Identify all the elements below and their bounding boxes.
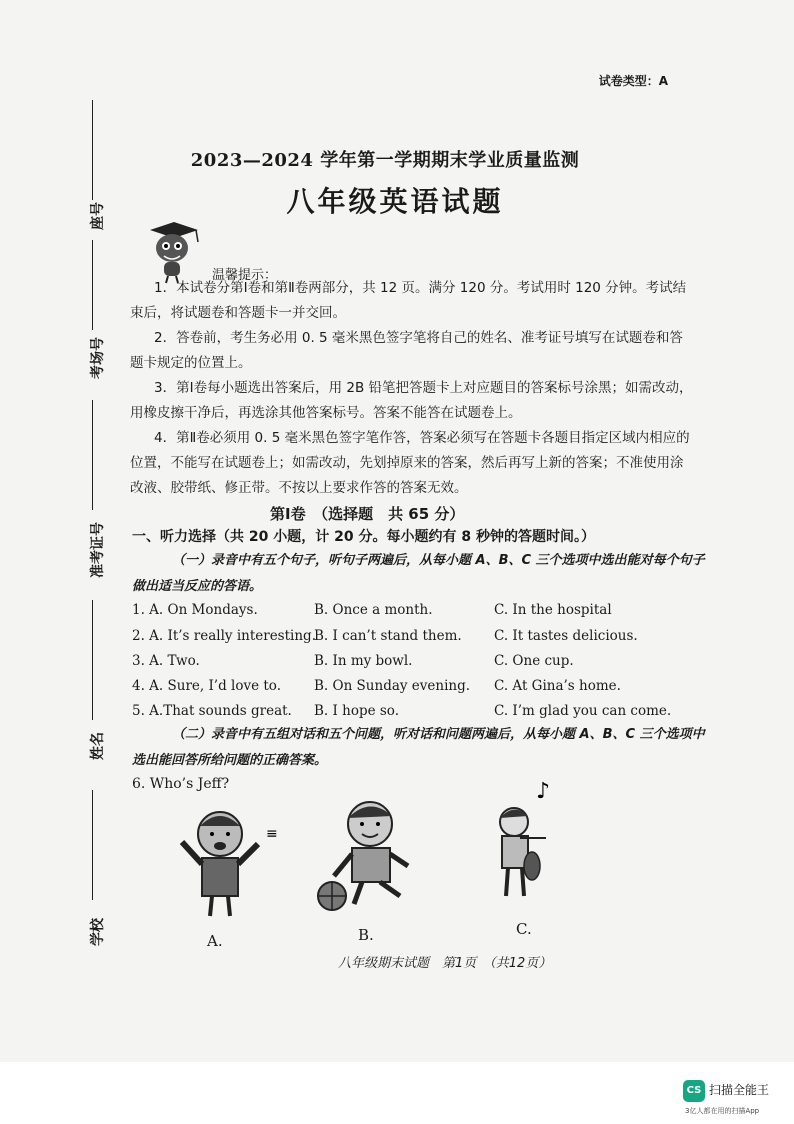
picture-label-a: A. bbox=[207, 932, 223, 950]
listening-part2-instruction: （二）录音中有五组对话和五个问题，听对话和问题两遍后，从每小题 A、B、C 三个选项中选出能回答所给问题的正确答案。 bbox=[132, 727, 705, 768]
school-label: 学校 bbox=[90, 918, 106, 946]
tip-item: 4．第Ⅱ卷必须用 0. 5 毫米黑色签字笔作答，答案必须写在答题卡各题目指定区域内相应的位置，不能写在试题卷上；如需改动，先划掉原来的答案，然后再写上新的答案；不准使用涂改液、胶带纸、修正带。不按以上要求作答的答案无效。 bbox=[130, 430, 690, 496]
option-a: 1. A. On Mondays. bbox=[132, 602, 258, 618]
option-a: 5. A.That sounds great. bbox=[132, 703, 292, 719]
svg-text:≡: ≡ bbox=[266, 826, 278, 842]
camscanner-logo-icon: CS bbox=[683, 1080, 705, 1102]
graduate-mascot-icon bbox=[142, 218, 202, 284]
option-c: C. At Gina’s home. bbox=[494, 678, 621, 694]
scanner-watermark-area bbox=[0, 1062, 794, 1124]
tips-title: 温馨提示： bbox=[212, 268, 278, 283]
paper-type: 试卷类型：A bbox=[598, 74, 668, 88]
scanner-slogan: 3亿人都在用的扫描App bbox=[685, 1107, 760, 1115]
option-c: C. I’m glad you can come. bbox=[494, 703, 672, 719]
listening-part1-instruction: （一）录音中有五个句子，听句子两遍后，从每小题 A、B、C 三个选项中选出能对每个句子做出适当反应的答语。 bbox=[132, 553, 705, 594]
option-c: C. One cup. bbox=[494, 653, 574, 669]
scanner-app-name: 扫描全能王 bbox=[709, 1083, 770, 1097]
binding-line bbox=[92, 790, 93, 900]
admission-number-label: 准考证号 bbox=[90, 522, 106, 578]
option-c: C. In the hospital bbox=[494, 602, 612, 618]
binding-line bbox=[92, 600, 93, 720]
option-a: 3. A. Two. bbox=[132, 653, 200, 669]
option-c: C. It tastes delicious. bbox=[494, 628, 638, 644]
option-a: 2. A. It’s really interesting. bbox=[132, 628, 316, 644]
tip-item: 3．第Ⅰ卷每小题选出答案后，用 2B 铅笔把答题卡上对应题目的答案标号涂黑；如需改动，用橡皮擦干净后，再选涂其他答案标号。答案不能答在试题卷上。 bbox=[130, 380, 693, 421]
tip-item: 1．本试卷分第Ⅰ卷和第Ⅱ卷两部分，共 12 页。满分 120 分。考试用时 120 分钟。考试结束后，将试题卷和答题卡一并交回。 bbox=[130, 280, 687, 321]
picture-label-c: C. bbox=[516, 920, 532, 938]
name-label: 姓名 bbox=[90, 732, 106, 760]
page-footer: 八年级期末试题 第1页 （共12页） bbox=[338, 956, 552, 971]
exam-subtitle: 2023—2024 学年第一学期期末学业质量监测 bbox=[190, 150, 580, 171]
exam-title: 八年级英语试题 bbox=[286, 185, 504, 218]
svg-text:♪: ♪ bbox=[536, 779, 551, 804]
picture-label-b: B. bbox=[358, 926, 374, 944]
singing-person-icon bbox=[170, 804, 290, 922]
option-b: B. On Sunday evening. bbox=[314, 678, 471, 694]
seat-label: 座号 bbox=[90, 202, 106, 230]
option-b: B. In my bowl. bbox=[314, 653, 413, 669]
option-b: B. I hope so. bbox=[314, 703, 399, 719]
section-heading: 第Ⅰ卷 （选择题 共 65 分） bbox=[270, 505, 465, 523]
option-b: B. I can’t stand them. bbox=[314, 628, 462, 644]
option-b: B. Once a month. bbox=[314, 602, 433, 618]
exam-room-label: 考场号 bbox=[90, 337, 106, 379]
basketball-player-icon bbox=[314, 796, 424, 920]
option-a: 4. A. Sure, I’d love to. bbox=[132, 678, 281, 694]
binding-line bbox=[92, 240, 93, 330]
listening-heading: 一、听力选择（共 20 小题，计 20 分。每小题约有 8 秒钟的答题时间。） bbox=[132, 529, 595, 545]
tip-item: 2．答卷前，考生务必用 0. 5 毫米黑色签字笔将自己的姓名、准考证号填写在试题卷和答题卡规定的位置上。 bbox=[130, 330, 683, 371]
binding-line bbox=[92, 400, 93, 510]
violin-player-icon bbox=[476, 772, 566, 902]
question-6: 6. Who’s Jeff? bbox=[132, 776, 230, 792]
